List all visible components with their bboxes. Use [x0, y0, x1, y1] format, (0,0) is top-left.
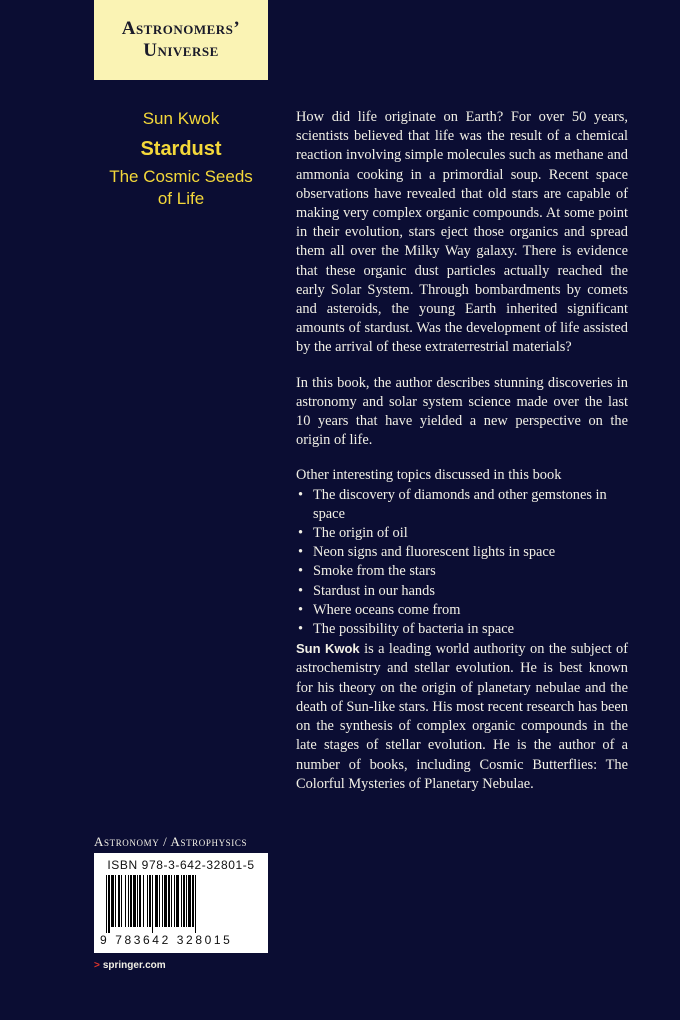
barcode-bars	[106, 875, 256, 933]
barcode-bar	[115, 875, 116, 927]
topics-intro: Other interesting topics discussed in this book	[296, 467, 562, 484]
website-url: springer.com	[102, 960, 166, 971]
topic-item: • Where oceans come from	[296, 601, 628, 620]
topics-list	[296, 486, 628, 640]
barcode-bar	[164, 875, 167, 927]
barcode-bar	[192, 875, 194, 927]
barcode-bar	[147, 875, 148, 927]
barcode-bar	[159, 875, 160, 927]
barcode-bar	[171, 875, 172, 927]
book-subtitle-line-2: of Life	[157, 189, 205, 208]
barcode-bar	[128, 875, 129, 927]
barcode-bar	[139, 875, 141, 927]
barcode-bar	[152, 875, 153, 933]
blurb	[296, 108, 628, 810]
barcode-bar	[130, 875, 132, 927]
barcode-bar	[137, 875, 138, 927]
author-bio-name: Sun Kwok	[296, 641, 360, 657]
isbn-label: ISBN 978-3-642-32801-5	[107, 858, 255, 872]
barcode-bar	[155, 875, 158, 927]
blurb-paragraph-1: How did life originate on Earth? For over 50 years, scientists believed that life was the result of a chemical reaction involving simple molecules such as methane and ammonia cooking in a primordial soup. Recent space observations have revealed that old stars are capable of making very complex organic compounds. At some point in their evolution, stars eject those organics and spread them all over the Milky Way galaxy. There is evidence that these organic dust particles actually reached the early Solar System. Through bombardments by comets and asteroids, the young Earth inherited significant amounts of stardust. Was the development of life assisted by the arrival of these extraterrestrial materials?	[296, 109, 628, 356]
barcode	[94, 853, 268, 953]
barcode-bar	[162, 875, 163, 927]
book-subtitle-line-1: The Cosmic Seeds	[109, 167, 253, 186]
barcode-bar	[118, 875, 120, 927]
barcode-bar	[183, 875, 185, 927]
barcode-bar	[121, 875, 122, 927]
author-name: Sun Kwok	[142, 109, 220, 128]
category-label: Astronomy / Astrophysics	[94, 834, 248, 849]
publisher-website[interactable]	[94, 960, 166, 971]
arrow-icon: >	[94, 960, 100, 971]
topic-item: • Smoke from the stars	[296, 562, 628, 581]
barcode-bar	[176, 875, 179, 927]
barcode-bar	[108, 875, 110, 933]
topic-item: • Neon signs and fluorescent lights in space	[296, 543, 628, 562]
book-title: Stardust	[140, 138, 222, 160]
barcode-bar	[149, 875, 151, 927]
series-line-2: Universe	[143, 40, 219, 61]
book-title-block	[94, 108, 268, 210]
barcode-bar	[125, 875, 126, 927]
topic-item: • The origin of oil	[296, 524, 628, 543]
barcode-bar	[168, 875, 170, 927]
topic-item: • Stardust in our hands	[296, 582, 628, 601]
series-line-1: Astronomers’	[121, 18, 241, 39]
blurb-paragraph-2: In this book, the author describes stunning discoveries in astronomy and solar system science made over the last 10 years that have yielded a new perspective on the origin of life.	[296, 374, 628, 449]
author-bio	[296, 639, 628, 794]
barcode-bar	[133, 875, 136, 927]
barcode-bar	[174, 875, 175, 927]
barcode-bar	[111, 875, 114, 927]
author-bio-text: is a leading world authority on the subject of astrochemistry and stellar evolution. He is best known for his theory on the origin of planetary nebulae and the death of Sun-like stars. His most recent research has been on the synthesis of complex organic compounds in the late stages of stellar evolution. He is the author of a number of books, including Cosmic Butterflies: The Colorful Mysteries of Planetary Nebulae.	[296, 641, 628, 792]
barcode-bar	[186, 875, 187, 927]
topic-item: • The possibility of bacteria in space	[296, 620, 628, 639]
barcode-bar	[188, 875, 191, 927]
barcode-bar	[143, 875, 144, 927]
barcode-bar	[181, 875, 182, 927]
series-label	[94, 0, 268, 80]
barcode-bar	[106, 875, 107, 933]
barcode-bar	[195, 875, 196, 933]
barcode-digits: 9 783642 328015	[100, 933, 233, 947]
topic-item: • The discovery of diamonds and other gemstones in space	[296, 486, 628, 524]
